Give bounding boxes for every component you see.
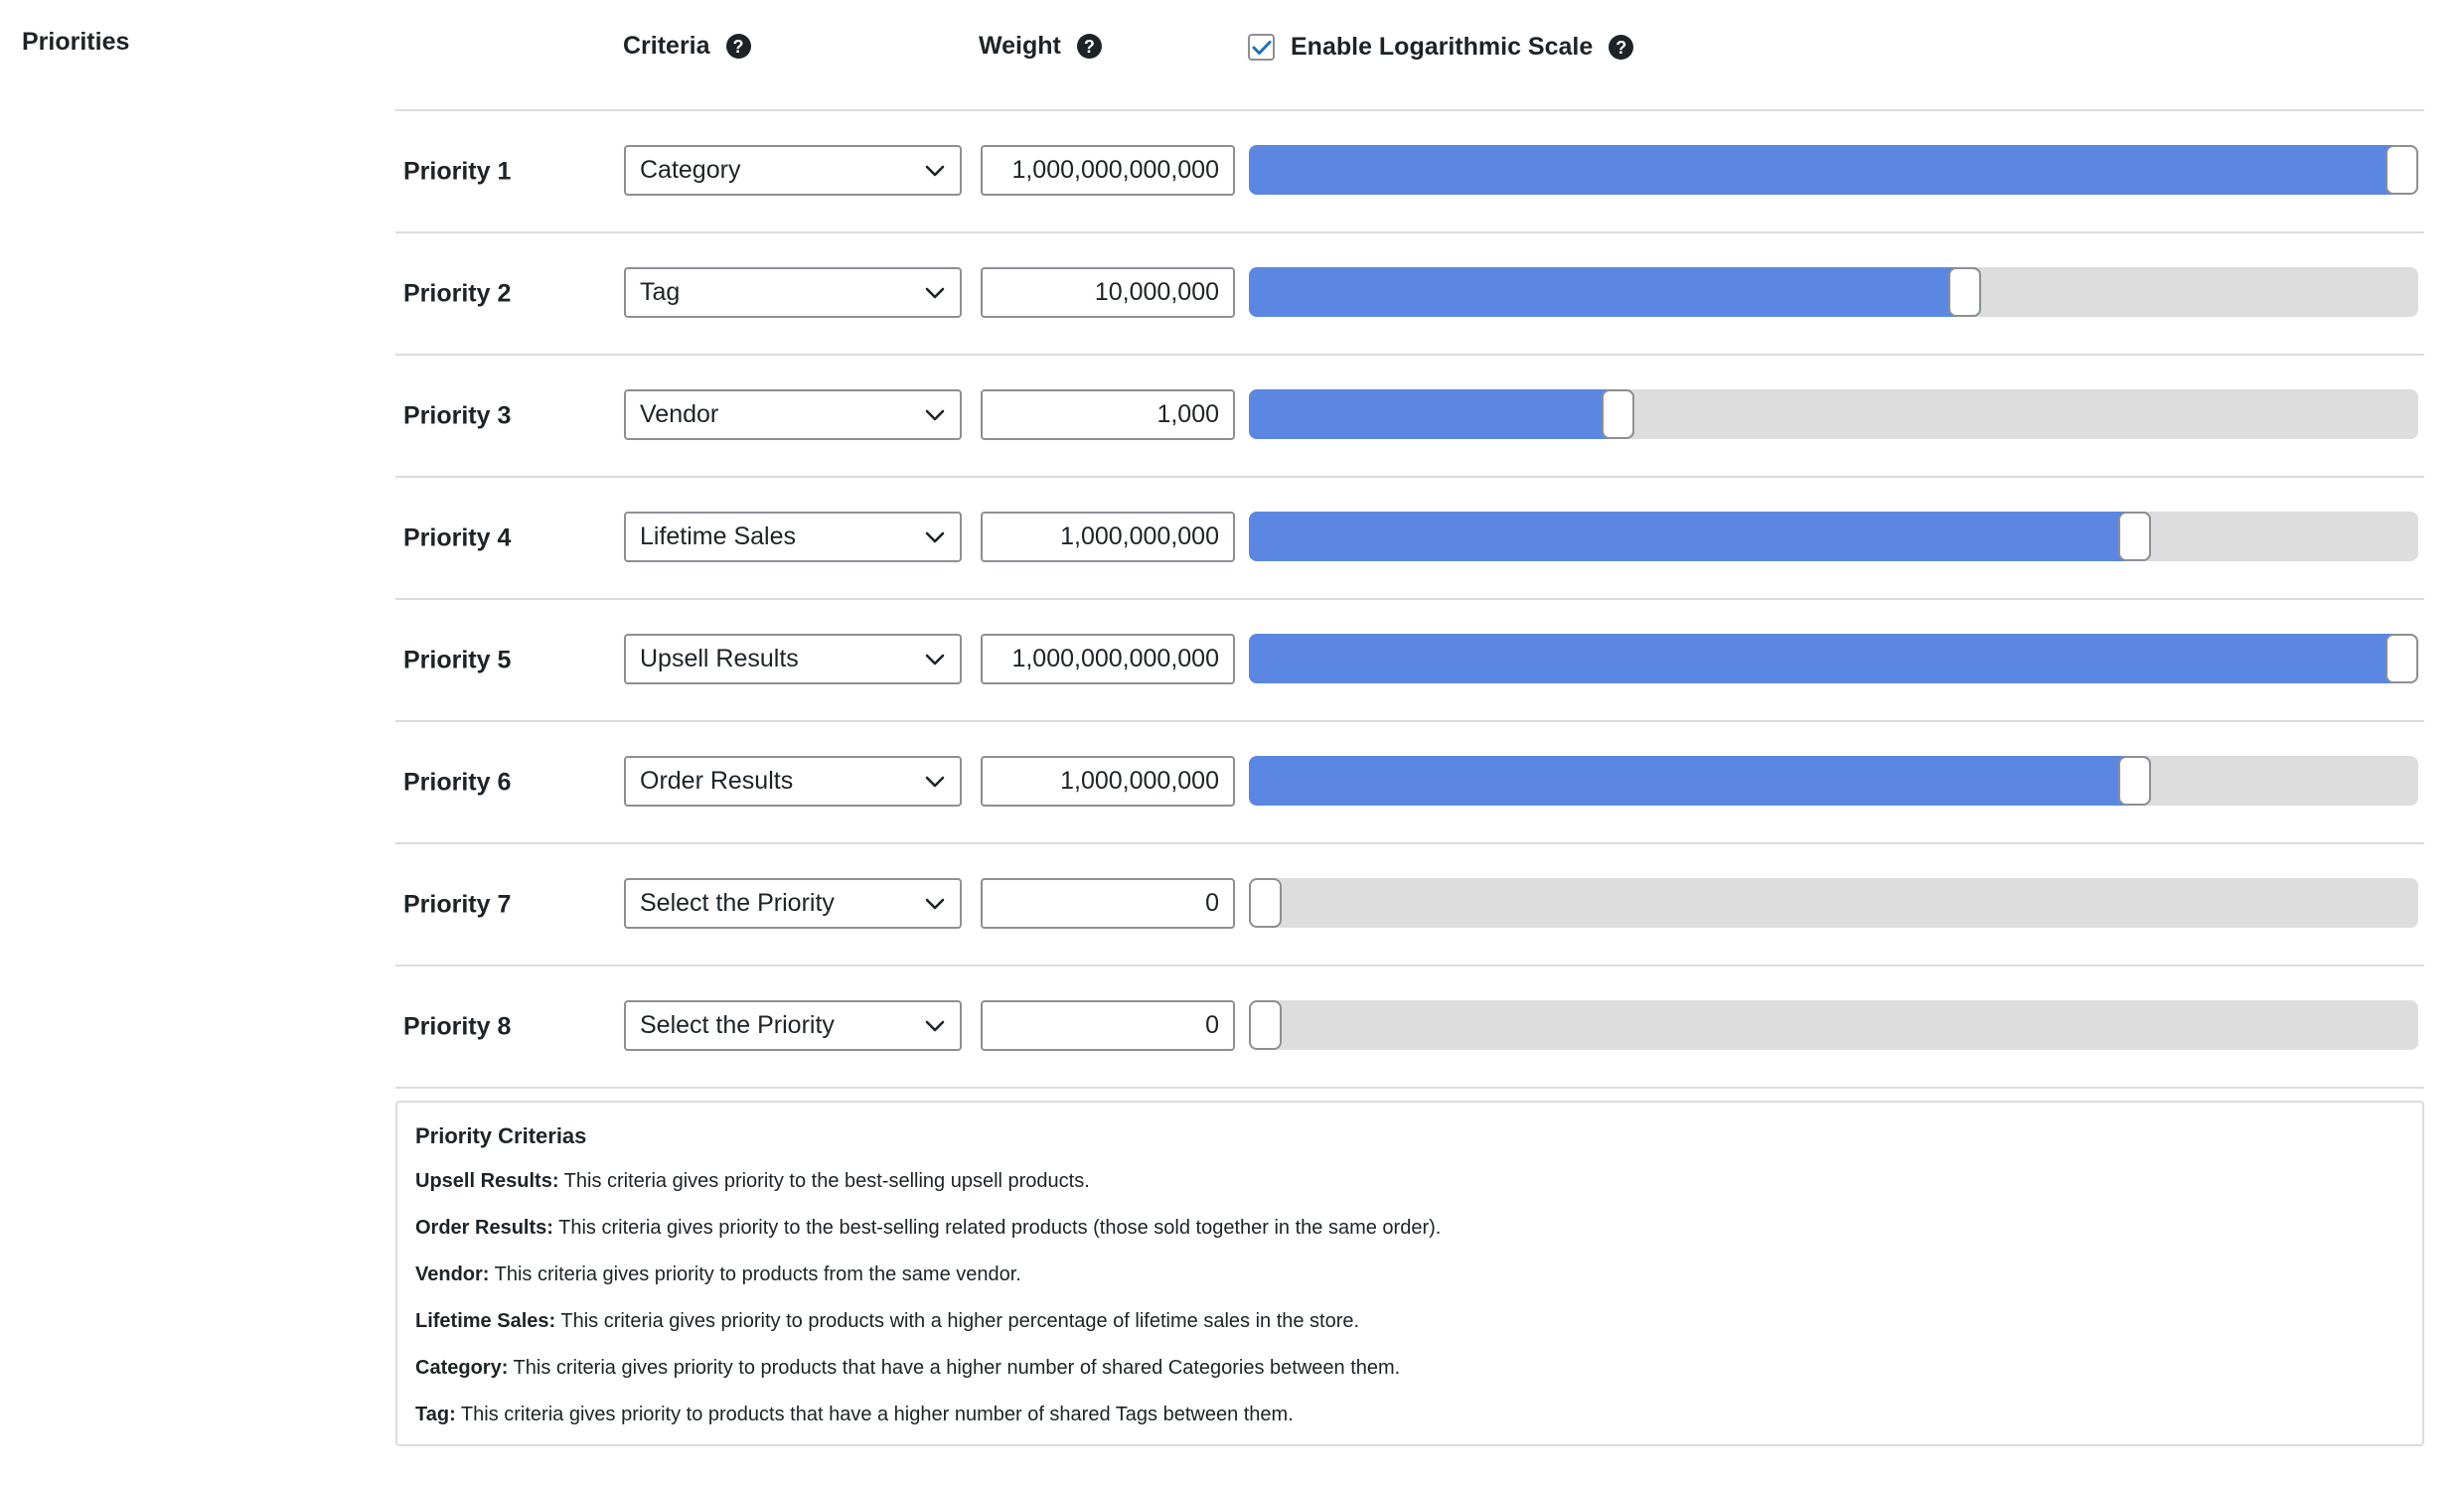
criteria-description (415, 1218, 2404, 1238)
criteria-select-value: Upsell Results (640, 645, 799, 672)
priority-rows (395, 111, 2424, 1089)
weight-slider[interactable] (1249, 756, 2418, 806)
slider-fill (1249, 756, 2151, 806)
question-circle-icon[interactable]: ? (1609, 35, 1633, 60)
weight-slider[interactable] (1249, 512, 2418, 561)
chevron-down-icon (924, 1019, 946, 1033)
criteria-desc: This criteria gives priority to the best-selling upsell products. (558, 1170, 1090, 1192)
priority-label: Priority 2 (403, 279, 512, 307)
info-lines (415, 1171, 2404, 1424)
criteria-select[interactable] (624, 878, 962, 929)
weight-slider[interactable] (1249, 878, 2418, 928)
priority-row (395, 844, 2424, 966)
chevron-down-icon (924, 897, 946, 911)
priority-row (395, 478, 2424, 600)
criteria-term: Lifetime Sales: (415, 1310, 556, 1332)
criteria-description (415, 1358, 2404, 1378)
criteria-select-value: Category (640, 156, 741, 184)
log-scale-label: Enable Logarithmic Scale (1291, 33, 1594, 61)
weight-input[interactable]: 1,000,000,000,000 (981, 634, 1235, 684)
criteria-select[interactable] (624, 634, 962, 684)
slider-fill (1249, 145, 2418, 195)
priority-label: Priority 6 (403, 768, 512, 796)
priorities-settings (395, 0, 2424, 1089)
weight-input[interactable]: 10,000,000 (981, 267, 1235, 318)
slider-handle[interactable] (2386, 634, 2418, 683)
priority-row (395, 356, 2424, 478)
slider-handle[interactable] (2118, 512, 2151, 561)
criteria-select[interactable] (624, 512, 962, 562)
chevron-down-icon (924, 286, 946, 300)
criteria-header-label: Criteria (623, 32, 710, 60)
priority-row (395, 966, 2424, 1089)
checkmark-icon (1252, 40, 1272, 56)
criteria-select[interactable] (624, 267, 962, 318)
priority-label: Priority 1 (403, 157, 512, 185)
info-title: Priority Criterias (415, 1123, 587, 1148)
criteria-select-value: Select the Priority (640, 889, 835, 917)
criteria-select[interactable] (624, 756, 962, 807)
weight-slider[interactable] (1249, 267, 2418, 317)
slider-handle[interactable] (1249, 1000, 1282, 1050)
chevron-down-icon (924, 408, 946, 422)
criteria-desc: This criteria gives priority to products from the same vendor. (489, 1263, 1021, 1285)
chevron-down-icon (924, 164, 946, 178)
chevron-down-icon (924, 653, 946, 667)
priority-label: Priority 3 (403, 401, 512, 429)
weight-input[interactable]: 0 (981, 878, 1235, 929)
criteria-desc: This criteria gives priority to products that have a higher number of shared Categories between them. (508, 1357, 1401, 1379)
section-label: Priorities (22, 28, 130, 56)
criteria-select-value: Vendor (640, 400, 719, 428)
chevron-down-icon (924, 775, 946, 789)
chevron-down-icon (924, 530, 946, 544)
question-circle-icon[interactable]: ? (1077, 34, 1102, 59)
criteria-select[interactable] (624, 1000, 962, 1051)
weight-slider[interactable] (1249, 1000, 2418, 1050)
weight-header-label: Weight (979, 32, 1061, 60)
criteria-term: Category: (415, 1357, 509, 1379)
slider-handle[interactable] (1948, 267, 1981, 317)
log-scale-toggle (1248, 34, 1633, 61)
weight-input[interactable]: 1,000,000,000 (981, 756, 1235, 807)
priority-label: Priority 4 (403, 523, 512, 551)
slider-fill (1249, 634, 2418, 683)
criteria-desc: This criteria gives priority to products that have a higher number of shared Tags between them. (455, 1404, 1294, 1425)
question-circle-icon[interactable]: ? (726, 34, 751, 59)
criteria-term: Upsell Results: (415, 1170, 559, 1192)
criteria-select-value: Select the Priority (640, 1011, 835, 1039)
criteria-term: Tag: (415, 1404, 456, 1425)
table-header (395, 0, 2424, 111)
criteria-term: Vendor: (415, 1263, 490, 1285)
slider-fill (1249, 512, 2151, 561)
criteria-info-box (395, 1101, 2424, 1446)
priority-row (395, 600, 2424, 722)
weight-input[interactable]: 0 (981, 1000, 1235, 1051)
priority-row (395, 722, 2424, 844)
criteria-column-header (623, 34, 751, 59)
weight-slider[interactable] (1249, 389, 2418, 439)
criteria-select-value: Lifetime Sales (640, 522, 797, 550)
priority-row (395, 233, 2424, 356)
criteria-select[interactable] (624, 389, 962, 440)
priority-row (395, 111, 2424, 233)
weight-input[interactable]: 1,000 (981, 389, 1235, 440)
weight-input[interactable]: 1,000,000,000 (981, 512, 1235, 562)
criteria-term: Order Results: (415, 1217, 553, 1239)
priority-label: Priority 8 (403, 1012, 512, 1040)
weight-slider[interactable] (1249, 634, 2418, 683)
log-scale-checkbox[interactable] (1248, 34, 1275, 61)
weight-slider[interactable] (1249, 145, 2418, 195)
criteria-description (415, 1171, 2404, 1191)
slider-handle[interactable] (2118, 756, 2151, 806)
priority-label: Priority 7 (403, 890, 512, 918)
criteria-desc: This criteria gives priority to the best-selling related products (those sold together in the same order). (552, 1217, 1442, 1239)
criteria-select-value: Tag (640, 278, 681, 306)
criteria-select-value: Order Results (640, 767, 794, 795)
priority-label: Priority 5 (403, 646, 512, 673)
criteria-desc: This criteria gives priority to products with a higher percentage of lifetime sales in the store. (555, 1310, 1360, 1332)
slider-fill (1249, 267, 1981, 317)
criteria-description (415, 1311, 2404, 1331)
criteria-description (415, 1405, 2404, 1424)
weight-column-header (979, 34, 1102, 59)
slider-handle[interactable] (1602, 389, 1634, 439)
slider-handle[interactable] (2386, 145, 2418, 195)
criteria-select[interactable] (624, 145, 962, 196)
slider-fill (1249, 389, 1634, 439)
weight-input[interactable]: 1,000,000,000,000 (981, 145, 1235, 196)
slider-handle[interactable] (1249, 878, 1282, 928)
criteria-description (415, 1264, 2404, 1284)
